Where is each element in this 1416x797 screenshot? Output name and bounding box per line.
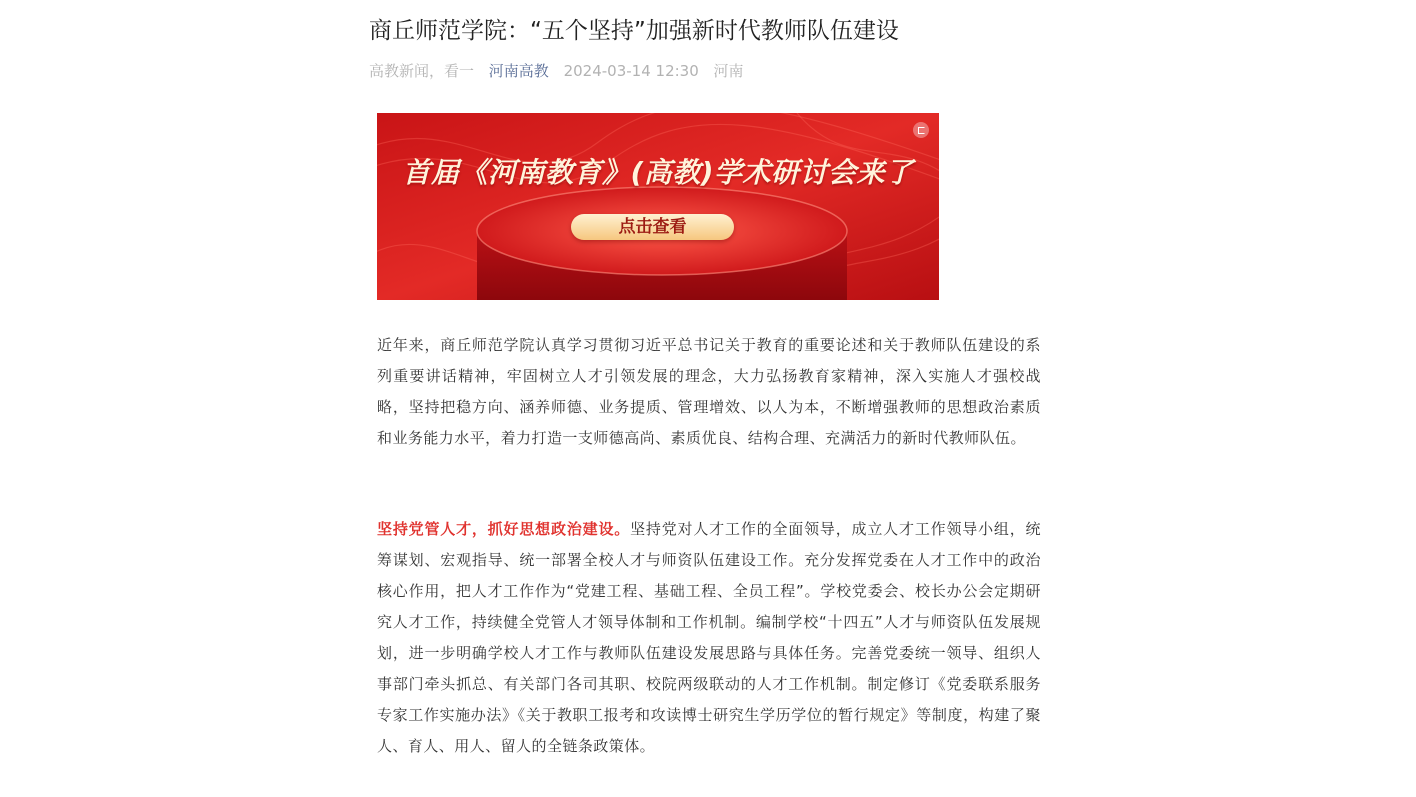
promo-banner[interactable] (377, 113, 939, 300)
publish-datetime: 2024-03-14 12:30 (563, 62, 699, 80)
view-details-button[interactable]: 点击查看 (571, 214, 734, 240)
publish-location: 河南 (713, 62, 744, 80)
article-paragraph (377, 330, 1041, 454)
article-meta (369, 59, 754, 83)
close-icon[interactable] (913, 122, 929, 138)
paragraph-text: 近年来，商丘师范学院认真学习贯彻习近平总书记关于教育的重要论述和关于教师队伍建设的系列重要讲话精神，牢固树立人才引领发展的理念，大力弘扬教育家精神，深入实施人才强校战略，坚持把稳方向、涵养师德、业务提质、管理增效、以人为本，不断增强教师的思想政治素质和业务能力水平，着力打造一支师德高尚、素质优良、结构合理、充满活力的新时代教师队伍。 (377, 336, 1041, 447)
article-title: 商丘师范学院：“五个坚持”加强新时代教师队伍建设 (369, 18, 899, 44)
banner-background (377, 113, 939, 300)
account-name-link[interactable]: 河南高教 (488, 62, 549, 80)
paragraph-text: 坚持党对人才工作的全面领导，成立人才工作领导小组，统筹谋划、宏观指导、统一部署全校人才与师资队伍建设工作。充分发挥党委在人才工作中的政治核心作用，把人才工作作为“党建工程、基础工程、全员工程”。学校党委会、校长办公会定期研究人才工作，持续健全党管人才领导体制和工作机制。编制学校“十四五”人才与师资队伍发展规划，进一步明确学校人才工作与教师队伍建设发展思路与具体任务。完善党委统一领导、组织人事部门牵头抓总、有关部门各司其职、校院两级联动的人才工作机制。制定修订《党委联系服务专家工作实施办法》《关于教职工报考和攻读博士研究生学历学位的暂行规定》等制度，构建了聚人、育人、用人、留人的全链条政策体。 (377, 520, 1042, 755)
paragraph-highlight: 坚持党管人才，抓好思想政治建设。 (377, 520, 631, 538)
article-source: 高教新闻，看一 (369, 62, 475, 80)
banner-title: 首届《河南教育》(高教)学术研讨会来了 (402, 156, 914, 189)
article-paragraph (377, 514, 1041, 762)
